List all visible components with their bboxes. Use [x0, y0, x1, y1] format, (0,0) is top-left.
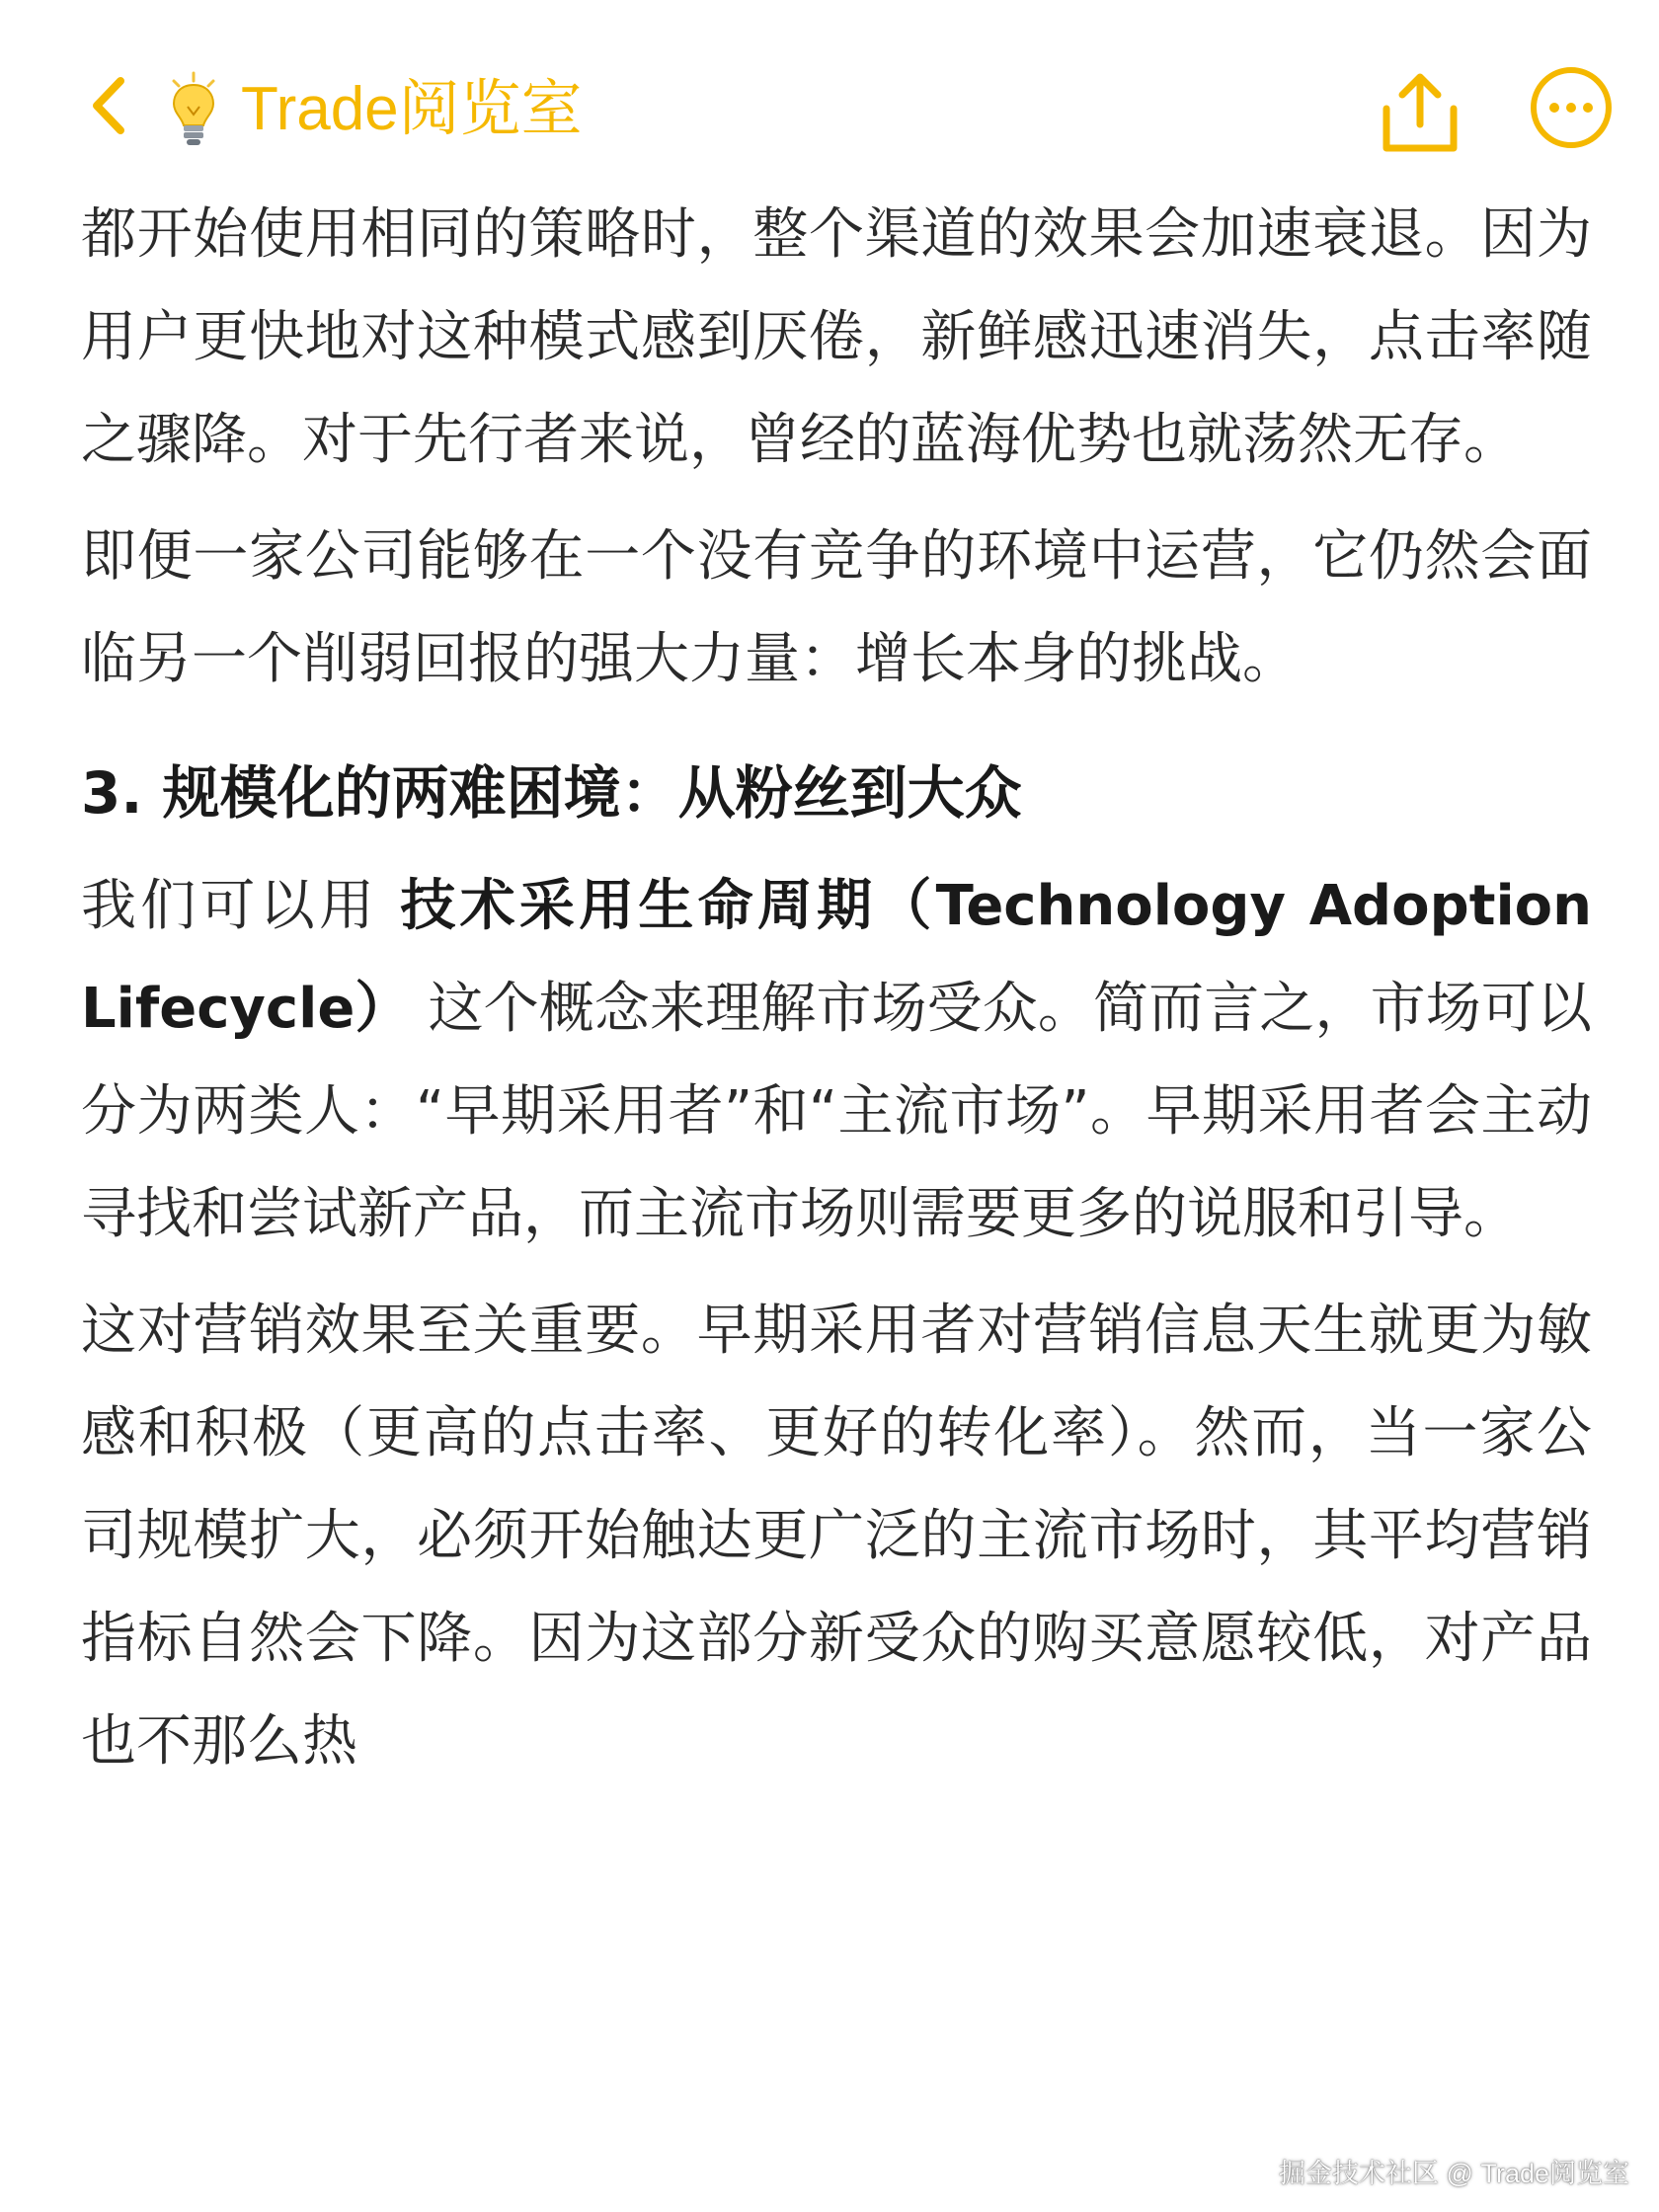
more-button[interactable] [1529, 65, 1614, 150]
share-button[interactable] [1379, 69, 1462, 156]
article-body [81, 184, 1592, 1807]
paragraph-3-prefix: 我们可以用 [81, 874, 379, 938]
paragraph-3-bold-term: 技术采用生命周期（Technology Adoption Lifecycle） [81, 874, 1592, 1041]
top-nav-bar [0, 0, 1659, 198]
paragraph-3 [81, 855, 1592, 1266]
more-dots-icon [1529, 65, 1614, 150]
share-icon [1379, 69, 1462, 156]
page-title: Trade阅览室 [241, 75, 583, 143]
chevron-left-icon [83, 71, 138, 140]
paragraph-3-suffix: 这个概念来理解市场受众。简而言之，市场可以分为两类人：“早期采用者”和“主流市场”。早期采用者会主动寻找和尝试新产品，而主流市场则需要更多的说服和引导。 [81, 977, 1592, 1246]
back-button[interactable] [83, 71, 138, 140]
paragraph-4: 这对营销效果至关重要。早期采用者对营销信息天生就更为敏感和积极（更高的点击率、更好的转化率）。然而，当一家公司规模扩大，必须开始触达更广泛的主流市场时，其平均营销指标自然会下降。因为这部分新受众的购买意愿较低，对产品也不那么热 [81, 1299, 1592, 1774]
paragraph-2: 即便一家公司能够在一个没有竞争的环境中运营，它仍然会面临另一个削弱回报的强大力量：增长本身的挑战。 [81, 524, 1592, 691]
lightbulb-icon [166, 71, 221, 148]
section-heading: 3. 规模化的两难困境：从粉丝到大众 [81, 759, 1022, 827]
paragraph-1: 都开始使用相同的策略时，整个渠道的效果会加速衰退。因为用户更快地对这种模式感到厌倦，新鲜感迅速消失，点击率随之骤降。对于先行者来说，曾经的蓝海优势也就荡然无存。 [81, 202, 1592, 472]
watermark: 掘金技术社区 @ Trade阅览室 [1279, 2159, 1629, 2188]
